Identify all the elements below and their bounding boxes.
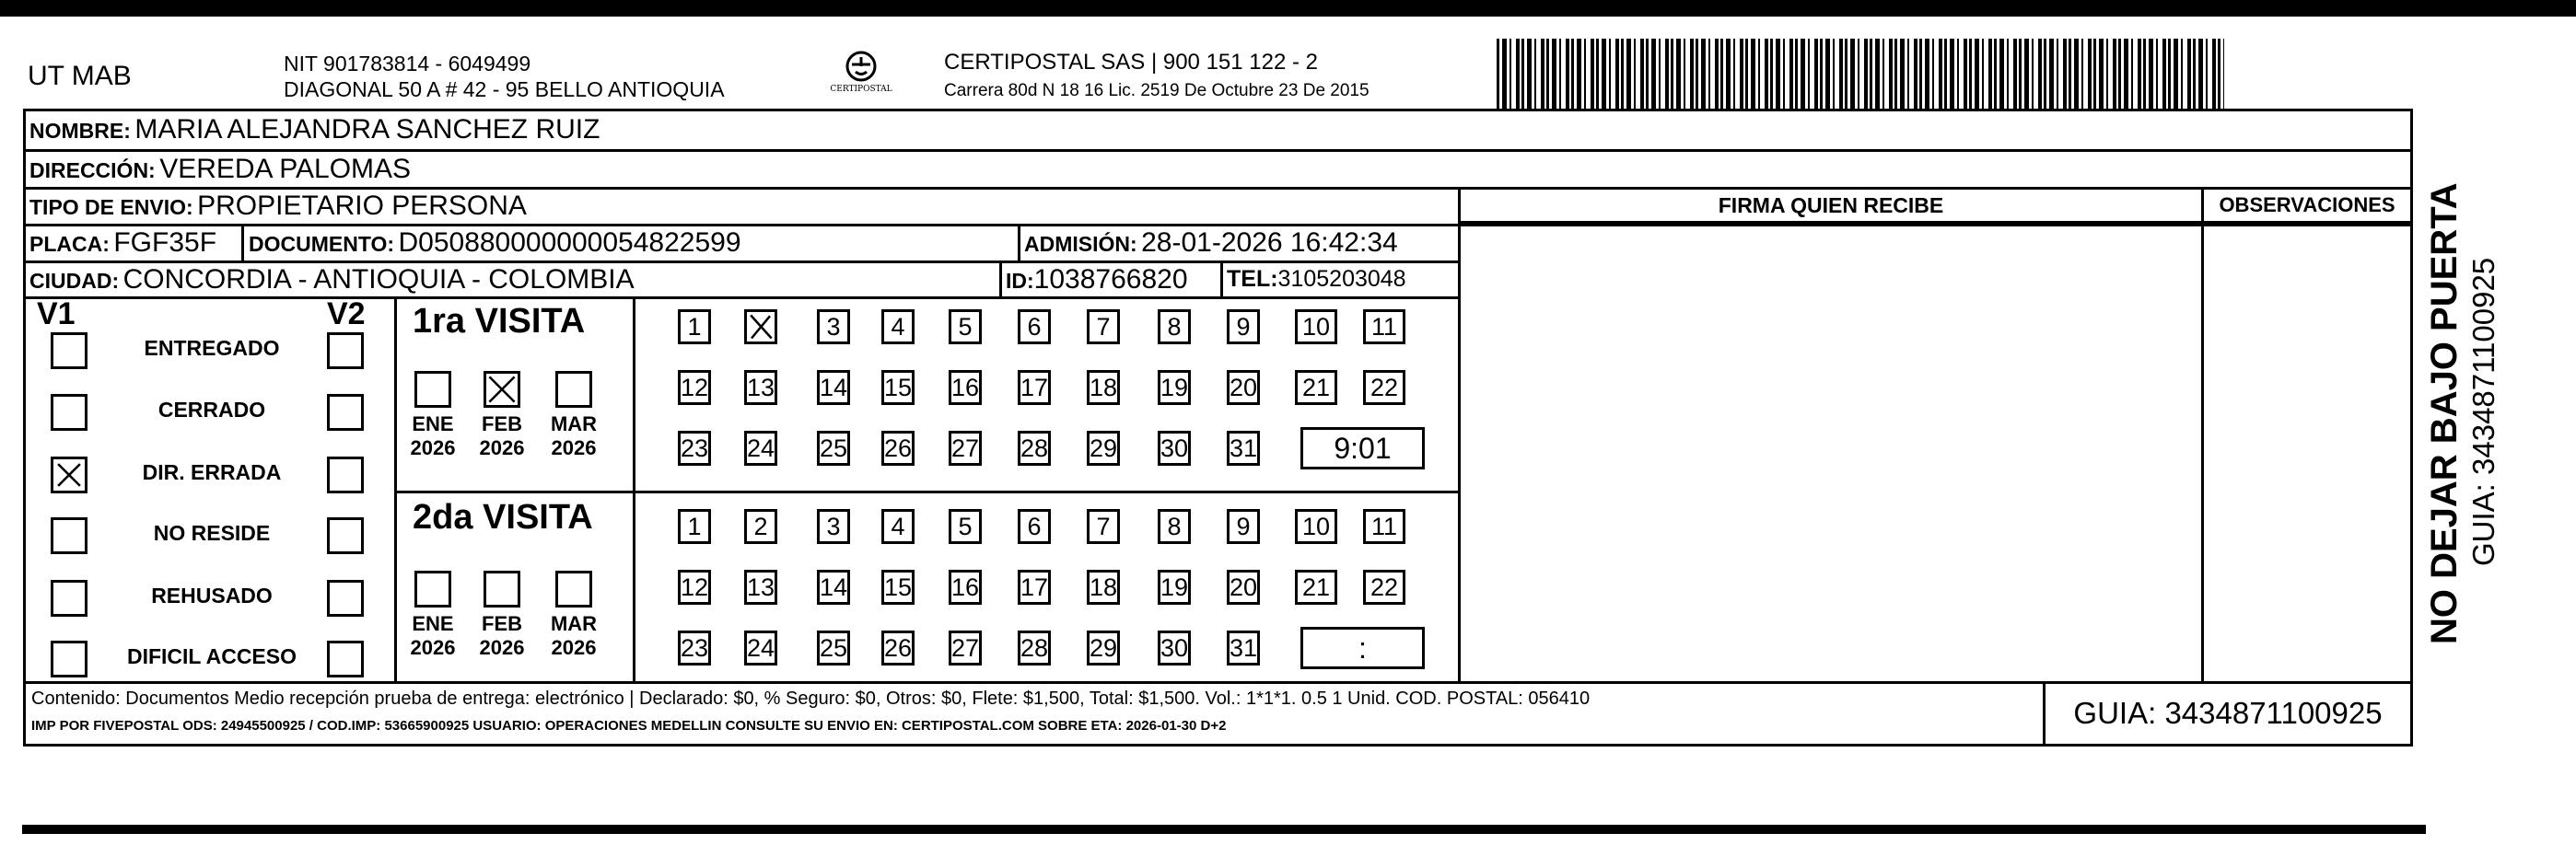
footer-contenido: Contenido: Documentos Medio recepción prueba de entrega: electrónico | Declarado: $0, % Seguro: $0, Otros: $0, Flete: $1,500, Total: $1,500. Vol.: 1*1*1. 0.5 1 Unid. COD. POSTAL: 056410 xyxy=(31,689,1591,709)
company-name: UT MAB xyxy=(28,61,132,91)
status-label: REHUSADO xyxy=(151,584,273,608)
visit2-day-box[interactable]: 5 xyxy=(949,509,982,544)
visit1-day-box[interactable]: 3 xyxy=(817,309,850,344)
company-address: DIAGONAL 50 A # 42 - 95 BELLO ANTIOQUIA xyxy=(284,77,725,101)
visit1-day-box[interactable]: 15 xyxy=(881,370,915,405)
visit1-year-label: 2026 xyxy=(551,436,597,459)
barcode xyxy=(1497,39,2224,110)
visit2-month-label: MAR xyxy=(550,612,598,635)
visit2-day-box[interactable]: 29 xyxy=(1087,631,1120,666)
visit2-day-box[interactable]: 25 xyxy=(817,631,850,666)
visit2-day-box[interactable]: 22 xyxy=(1363,570,1405,605)
visit1-day-box[interactable]: 23 xyxy=(678,431,711,466)
visit1-year-label: 2026 xyxy=(410,436,456,459)
v2-checkbox[interactable] xyxy=(327,641,364,677)
status-label: DIFICIL ACCESO xyxy=(126,644,297,668)
visit2-day-box[interactable]: 9 xyxy=(1227,509,1260,544)
visit1-day-box[interactable]: 7 xyxy=(1087,309,1120,344)
v1-checkbox[interactable] xyxy=(51,517,87,554)
frame-right xyxy=(2410,109,2413,747)
visit2-year-label: 2026 xyxy=(479,636,525,659)
visit1-month-label: FEB xyxy=(482,412,522,435)
direccion-value: VEREDA PALOMAS xyxy=(159,154,412,184)
visit1-day-box[interactable]: 26 xyxy=(881,431,915,466)
visit1-day-box[interactable]: 13 xyxy=(744,370,777,405)
visit1-day-box[interactable]: 30 xyxy=(1158,431,1191,466)
visit2-month-checkbox[interactable] xyxy=(414,571,451,608)
visit2-day-box[interactable]: 26 xyxy=(881,631,915,666)
visit2-month-label: ENE xyxy=(412,612,454,635)
tipo-envio-value: PROPIETARIO PERSONA xyxy=(197,191,527,221)
v1-checkbox[interactable] xyxy=(51,457,87,493)
v1-label: V1 xyxy=(37,296,76,331)
visit2-year-label: 2026 xyxy=(410,636,456,659)
logo-text: CERTIPOSTAL xyxy=(830,85,892,94)
visit1-day-box[interactable]: 6 xyxy=(1018,309,1051,344)
visit2-day-box[interactable]: 15 xyxy=(881,570,915,605)
tel-field: TEL:3105203048 xyxy=(1227,266,1406,292)
v1-checkbox[interactable] xyxy=(51,641,87,677)
visit2-day-box[interactable]: 7 xyxy=(1087,509,1120,544)
visit2-day-box[interactable]: 28 xyxy=(1018,631,1051,666)
visit1-day-box[interactable]: 14 xyxy=(817,370,850,405)
visit1-day-box[interactable]: 31 xyxy=(1227,431,1260,466)
bottom-scan-bar xyxy=(22,825,2426,834)
v1-checkbox[interactable] xyxy=(51,580,87,617)
status-label: DIR. ERRADA xyxy=(142,460,282,484)
visit1-day-box[interactable]: 11 xyxy=(1363,309,1405,344)
visit2-day-box[interactable]: 17 xyxy=(1018,570,1051,605)
footer-guia: GUIA: 3434871100925 xyxy=(2073,696,2383,730)
visit1-title: 1ra VISITA xyxy=(413,302,586,341)
v2-label: V2 xyxy=(327,296,366,331)
visit1-day-box[interactable]: 9 xyxy=(1227,309,1260,344)
certipostal-title: CERTIPOSTAL SAS | 900 151 122 - 2 xyxy=(944,50,1318,75)
visit1-day-box[interactable]: 20 xyxy=(1227,370,1260,405)
v2-checkbox[interactable] xyxy=(327,457,364,493)
visit1-year-label: 2026 xyxy=(479,436,525,459)
visit2-day-box[interactable]: 2 xyxy=(744,509,777,544)
visit1-day-box[interactable]: 28 xyxy=(1018,431,1051,466)
visit1-day-box[interactable]: 17 xyxy=(1018,370,1051,405)
v1-checkbox[interactable] xyxy=(51,394,87,431)
v1-checkbox[interactable] xyxy=(51,332,87,369)
visit2-day-box[interactable]: 1 xyxy=(678,509,711,544)
visit2-day-box[interactable]: 12 xyxy=(678,570,711,605)
visit1-day-box[interactable]: 24 xyxy=(744,431,777,466)
visit1-month-checkbox[interactable] xyxy=(414,371,451,408)
documento-field: DOCUMENTO: D050880000000054822599 xyxy=(249,227,741,258)
visit2-day-box[interactable]: 21 xyxy=(1295,570,1337,605)
visit1-day-box[interactable]: 10 xyxy=(1295,309,1337,344)
visit1-time-box[interactable]: 9:01 xyxy=(1300,427,1425,469)
status-label: NO RESIDE xyxy=(153,521,271,545)
frame-top xyxy=(23,109,2413,111)
visit2-day-box[interactable]: 10 xyxy=(1295,509,1337,544)
v2-checkbox[interactable] xyxy=(327,517,364,554)
visit2-day-box[interactable]: 13 xyxy=(744,570,777,605)
observaciones-header: OBSERVACIONES xyxy=(2219,193,2395,216)
visit2-day-box[interactable]: 16 xyxy=(949,570,982,605)
firma-header: FIRMA QUIEN RECIBE xyxy=(1718,193,1944,217)
visit2-day-box[interactable]: 24 xyxy=(744,631,777,666)
visit2-year-label: 2026 xyxy=(551,636,597,659)
visit1-day-box[interactable]: 25 xyxy=(817,431,850,466)
status-label: CERRADO xyxy=(157,398,266,422)
visit1-day-box[interactable]: 21 xyxy=(1295,370,1337,405)
side-guia: GUIA: 3434871100925 xyxy=(2466,257,2500,566)
id-field: ID:1038766820 xyxy=(1006,264,1188,295)
visit2-time-box[interactable]: : xyxy=(1300,627,1425,669)
visit1-day-box[interactable]: 4 xyxy=(881,309,915,344)
status-label: ENTREGADO xyxy=(144,336,280,360)
direccion-row: DIRECCIÓN: VEREDA PALOMAS xyxy=(29,154,412,184)
visit2-month-checkbox[interactable] xyxy=(484,571,520,608)
admision-field: ADMISIÓN: 28-01-2026 16:42:34 xyxy=(1024,227,1398,258)
visit2-day-box[interactable]: 23 xyxy=(678,631,711,666)
visit1-day-box[interactable]: 22 xyxy=(1363,370,1405,405)
visit2-month-label: FEB xyxy=(482,612,522,635)
side-warning: NO DEJAR BAJO PUERTA xyxy=(2424,182,2465,644)
visit2-day-box[interactable]: 3 xyxy=(817,509,850,544)
visit2-day-box[interactable]: 27 xyxy=(949,631,982,666)
ciudad-field: CIUDAD: CONCORDIA - ANTIOQUIA - COLOMBIA xyxy=(29,264,635,295)
visit2-month-checkbox[interactable] xyxy=(555,571,592,608)
visit1-month-label: ENE xyxy=(412,412,454,435)
v2-checkbox[interactable] xyxy=(327,394,364,431)
placa-field: PLACA: FGF35F xyxy=(29,227,217,258)
visit1-day-box[interactable]: 16 xyxy=(949,370,982,405)
visit1-day-box[interactable]: 5 xyxy=(949,309,982,344)
visit1-day-box[interactable]: 29 xyxy=(1087,431,1120,466)
visit2-day-box[interactable]: 11 xyxy=(1363,509,1405,544)
nombre-row: NOMBRE: MARIA ALEJANDRA SANCHEZ RUIZ xyxy=(29,114,600,145)
visit1-month-checkbox[interactable] xyxy=(484,371,520,408)
visit2-day-box[interactable]: 30 xyxy=(1158,631,1191,666)
visit2-day-box[interactable]: 4 xyxy=(881,509,915,544)
visit2-day-box[interactable]: 18 xyxy=(1087,570,1120,605)
v2-checkbox[interactable] xyxy=(327,580,364,617)
visit1-month-label: MAR xyxy=(550,412,598,435)
v2-checkbox[interactable] xyxy=(327,332,364,369)
top-scan-bar xyxy=(0,0,2576,17)
frame-left xyxy=(23,109,26,747)
visit1-day-box[interactable]: 1 xyxy=(678,309,711,344)
observaciones-area[interactable] xyxy=(2204,226,2410,679)
company-nit: NIT 901783814 - 6049499 xyxy=(284,52,531,75)
visit1-day-box[interactable]: 19 xyxy=(1158,370,1191,405)
visit1-day-box[interactable]: 18 xyxy=(1087,370,1120,405)
visit2-day-box[interactable]: 8 xyxy=(1158,509,1191,544)
visit2-day-box[interactable]: 20 xyxy=(1227,570,1260,605)
visit1-day-box[interactable]: 8 xyxy=(1158,309,1191,344)
edge-mark xyxy=(2500,7,2576,10)
firma-area[interactable] xyxy=(1461,226,2201,679)
certipostal-license: Carrera 80d N 18 16 Lic. 2519 De Octubre 23 De 2015 xyxy=(944,81,1370,100)
visit1-day-box[interactable]: 12 xyxy=(678,370,711,405)
visit2-day-box[interactable]: 6 xyxy=(1018,509,1051,544)
visit2-title: 2da VISITA xyxy=(413,498,593,537)
visit1-day-box[interactable]: 27 xyxy=(949,431,982,466)
footer-imp: IMP POR FIVEPOSTAL ODS: 24945500925 / COD.IMP: 53665900925 USUARIO: OPERACIONES MEDELLIN CONSULTE SU ENVIO EN: CERTIPOSTAL.COM SOBRE ETA: 2026-01-30 D+2 xyxy=(31,718,1227,734)
visit2-day-box[interactable]: 14 xyxy=(817,570,850,605)
visit1-month-checkbox[interactable] xyxy=(555,371,592,408)
visit2-day-box[interactable]: 31 xyxy=(1227,631,1260,666)
visit2-day-box[interactable]: 19 xyxy=(1158,570,1191,605)
visit1-day-box-checked[interactable] xyxy=(744,309,777,344)
certipostal-logo xyxy=(824,48,898,103)
nombre-value: MARIA ALEJANDRA SANCHEZ RUIZ xyxy=(134,114,600,145)
frame-bottom xyxy=(23,744,2413,747)
tipo-envio-row: TIPO DE ENVIO: PROPIETARIO PERSONA xyxy=(29,191,527,221)
